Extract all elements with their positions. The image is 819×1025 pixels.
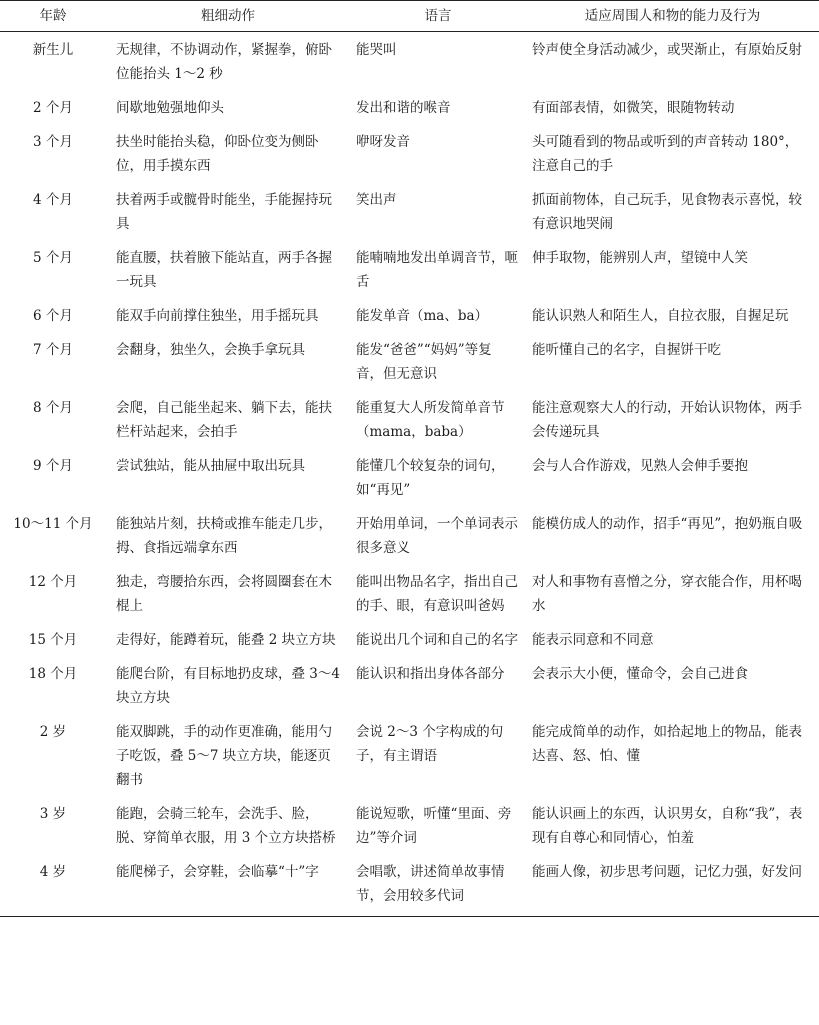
table-row [0,858,819,917]
cell-motor: 独走，弯腰拾东西，会将圆圈套在木棍上 [116,574,332,614]
table-row [0,128,819,186]
cell-language: 能说短歌，听懂“里面、旁边”等介词 [356,806,512,846]
cell-age: 3 个月 [33,134,73,150]
table-row [0,94,819,128]
table-row [0,336,819,394]
cell-age: 3 岁 [39,806,67,822]
cell-adaptive: 能完成简单的动作，如拾起地上的物品，能表达喜、怒、怕、懂 [532,724,802,764]
cell-language: 能哭叫 [356,42,397,58]
cell-adaptive: 伸手取物，能辨别人声，望镜中人笑 [532,250,748,266]
cell-language: 能喃喃地发出单调音节，咂舌 [356,250,518,290]
cell-language: 能认识和指出身体各部分 [356,666,505,682]
table-row [0,452,819,510]
cell-language: 能重复大人所发简单音节（mama，baba） [356,400,505,440]
cell-age: 6 个月 [33,308,73,324]
cell-language: 开始用单词，一个单词表示很多意义 [356,516,518,556]
table-row [0,244,819,302]
cell-adaptive: 能认识画上的东西，认识男女，自称“我”，表现有自尊心和同情心，怕羞 [532,806,803,846]
cell-language: 会说 2～3 个字构成的句子，有主谓语 [356,724,504,764]
cell-motor: 会爬，自己能坐起来、躺下去，能扶栏杆站起来，会拍手 [116,400,332,440]
table-row [0,394,819,452]
cell-language: 能懂几个较复杂的词句，如“再见” [356,458,505,498]
cell-adaptive: 抓面前物体，自己玩手，见食物表示喜悦，较有意识地哭闹 [532,192,802,232]
cell-age: 新生儿 [32,42,74,58]
cell-language: 咿呀发音 [356,134,410,150]
cell-adaptive: 能注意观察大人的行动，开始认识物体，两手会传递玩具 [532,400,802,440]
cell-motor: 能爬台阶，有目标地扔皮球，叠 3～4块立方块 [116,666,340,706]
cell-age: 18 个月 [28,666,78,682]
cell-motor: 能直腰，扶着腋下能站直，两手各握一玩具 [116,250,332,290]
cell-adaptive: 有面部表情，如微笑，眼随物转动 [532,100,735,116]
cell-age: 4 岁 [0,858,106,917]
cell-age: 9 个月 [33,458,73,474]
cell-age: 10～11 个月 [13,516,93,532]
cell-motor: 能爬梯子，会穿鞋，会临摹“十”字 [106,858,350,917]
table-row [0,186,819,244]
cell-age: 5 个月 [33,250,73,266]
cell-language: 能发单音（ma、ba） [356,308,489,324]
cell-motor: 能双脚跳，手的动作更准确，能用勺子吃饭，叠 5～7 块立方块，能逐页翻书 [116,724,332,788]
cell-language: 能叫出物品名字，指出自己的手、眼，有意识叫爸妈 [356,574,518,614]
cell-age: 2 个月 [33,100,73,116]
cell-age: 4 个月 [33,192,73,208]
cell-motor: 扶着两手或髋骨时能坐，手能握持玩具 [116,192,332,232]
cell-age: 12 个月 [28,574,78,590]
table-row [0,32,819,95]
table-row [0,568,819,626]
cell-adaptive: 会表示大小便，懂命令，会自己进食 [532,666,748,682]
table-row [0,718,819,800]
cell-language: 能说出几个词和自己的名字 [356,632,518,648]
cell-motor: 能跑，会骑三轮车，会洗手、脸，脱、穿简单衣服，用 3 个立方块搭桥 [116,806,336,846]
cell-motor: 能双手向前撑住独坐，用手摇玩具 [116,308,319,324]
cell-adaptive: 能听懂自己的名字，自握饼干吃 [532,342,721,358]
cell-language: 发出和谐的喉音 [356,100,451,116]
cell-language: 笑出声 [356,192,397,208]
cell-age: 8 个月 [33,400,73,416]
cell-adaptive: 能画人像，初步思考问题，记忆力强，好发问 [526,858,819,917]
cell-language: 能发“爸爸”“妈妈”等复音，但无意识 [356,342,492,382]
header-motor: 粗细动作 [106,1,350,32]
table-row [0,626,819,660]
cell-adaptive: 铃声使全身活动减少，或哭渐止，有原始反射 [532,42,802,58]
cell-motor: 间歇地勉强地仰头 [116,100,224,116]
cell-motor: 无规律，不协调动作，紧握拳，俯卧位能抬头 1～2 秒 [116,42,332,82]
table-row [0,302,819,336]
cell-adaptive: 头可随看到的物品或听到的声音转动 180°，注意自己的手 [532,134,799,174]
cell-adaptive: 能模仿成人的动作，招手“再见”，抱奶瓶自吸 [532,516,803,532]
cell-motor: 尝试独站，能从抽屉中取出玩具 [116,458,305,474]
table-row [0,800,819,858]
header-age: 年龄 [0,1,106,32]
cell-motor: 能独站片刻，扶椅或推车能走几步，拇、食指远端拿东西 [116,516,332,556]
cell-motor: 走得好，能蹲着玩，能叠 2 块立方块 [116,632,336,648]
cell-adaptive: 会与人合作游戏，见熟人会伸手要抱 [532,458,748,474]
table-row [0,510,819,568]
cell-age: 7 个月 [33,342,73,358]
cell-adaptive: 能认识熟人和陌生人，自拉衣服，自握足玩 [532,308,789,324]
cell-language: 会唱歌，讲述简单故事情节，会用较多代词 [350,858,526,917]
cell-motor: 扶坐时能抬头稳，仰卧位变为侧卧位，用手摸东西 [116,134,319,174]
header-row [0,1,819,32]
cell-age: 2 岁 [39,724,67,740]
cell-adaptive: 对人和事物有喜憎之分，穿衣能合作，用杯喝水 [532,574,802,614]
table-row [0,660,819,718]
cell-age: 15 个月 [28,632,78,648]
header-adaptive: 适应周围人和物的能力及行为 [526,1,819,32]
table-body [0,32,819,917]
cell-motor: 会翻身，独坐久，会换手拿玩具 [116,342,305,358]
header-language: 语言 [350,1,526,32]
cell-adaptive: 能表示同意和不同意 [532,632,654,648]
